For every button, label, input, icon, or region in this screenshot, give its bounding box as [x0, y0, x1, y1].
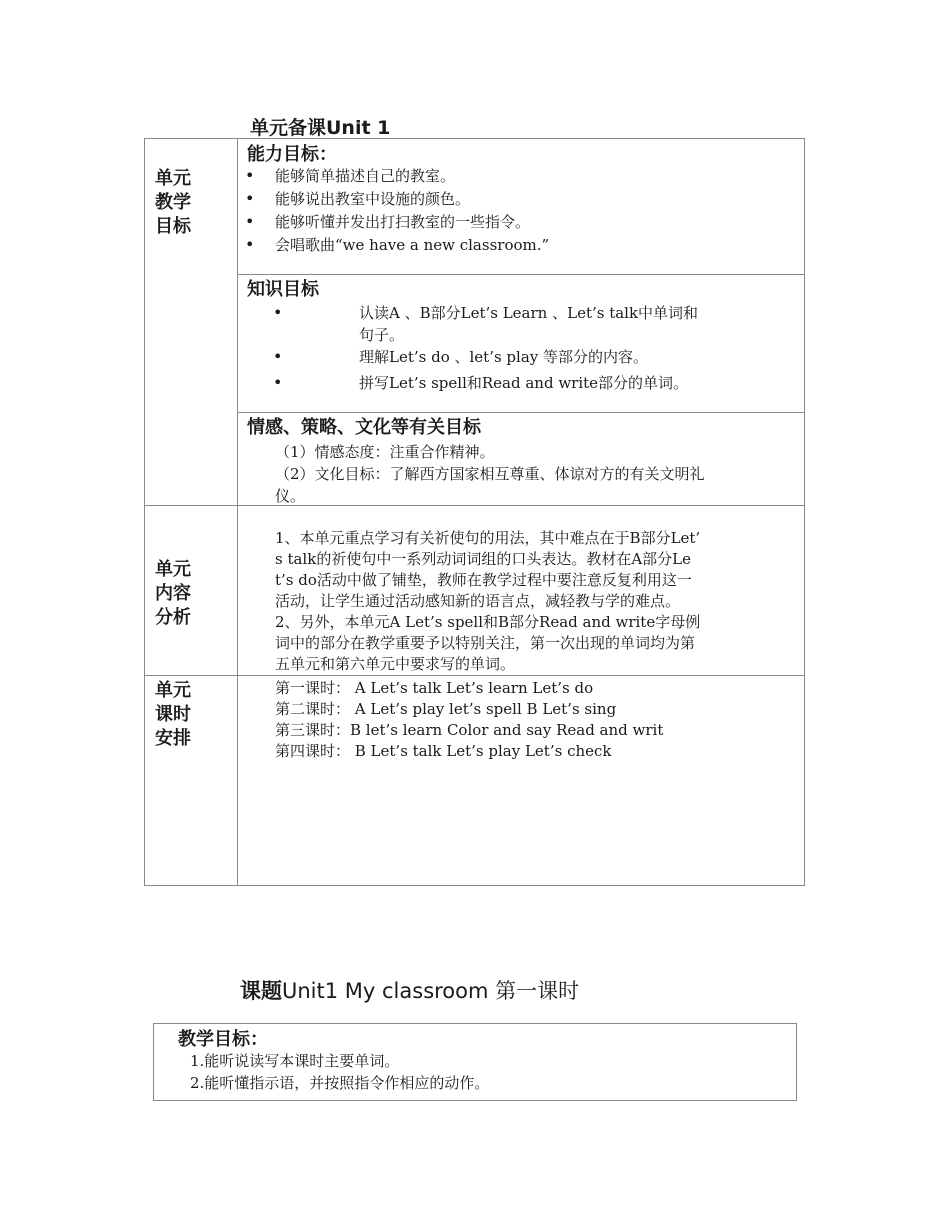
label-line: 课时	[155, 704, 191, 725]
row-divider	[237, 412, 804, 413]
label-line: 目标	[155, 216, 191, 237]
emotion-line: 仪。	[275, 487, 306, 505]
emotion-line: （2）文化目标：了解西方国家相互尊重、体谅对方的有关文明礼	[275, 465, 705, 483]
teaching-goals-box	[153, 1023, 797, 1101]
schedule-line: 第四课时： B Let’s talk Let’s play Let’s check	[275, 742, 612, 760]
analysis-line: 五单元和第六单元中要求写的单词。	[275, 655, 516, 673]
analysis-line: t’s do活动中做了铺垫，教师在教学过程中要注意反复利用这一	[275, 571, 692, 589]
label-line: 单元	[155, 680, 191, 701]
knowledge-item: 理解Let’s do 、let’s play 等部分的内容。	[359, 348, 649, 366]
content-row-label	[155, 558, 191, 630]
column-divider	[237, 139, 238, 885]
lesson-title-text: Unit1 My classroom 第一课时	[282, 979, 580, 1003]
knowledge-item-cont: 句子。	[359, 326, 405, 344]
schedule-line: 第二课时： A Let’s play let’s spell B Let’s sing	[275, 700, 617, 718]
bullet-icon: •	[273, 347, 283, 366]
ability-item: 能够简单描述自己的教室。	[275, 167, 456, 185]
teaching-goal-item: 2.能听懂指示语，并按照指令作相应的动作。	[190, 1074, 490, 1092]
knowledge-item: 认读A 、B部分Let’s Learn 、Let’s talk中单词和	[359, 304, 699, 322]
bullet-icon: •	[273, 303, 283, 322]
ability-item: 能够听懂并发出打扫教室的一些指令。	[275, 213, 531, 231]
schedule-row-label	[155, 679, 191, 751]
emotion-goals-title: 情感、策略、文化等有关目标	[247, 417, 481, 438]
analysis-line: s talk的祈使句中一系列动词词组的口头表达。教材在A部分Le	[275, 550, 691, 568]
row-divider	[145, 675, 804, 676]
unit-plan-table	[144, 138, 805, 886]
bullet-icon: •	[245, 235, 255, 254]
row-divider	[145, 505, 804, 506]
label-line: 单元	[155, 559, 191, 580]
schedule-line: 第三课时：B let’s learn Color and say Read and writ	[275, 721, 664, 739]
analysis-line: 1、本单元重点学习有关祈使句的用法，其中难点在于B部分Let’	[275, 529, 701, 547]
ability-item: 会唱歌曲“we have a new classroom.”	[275, 236, 550, 254]
label-line: 分析	[155, 607, 191, 628]
label-line: 单元	[155, 168, 191, 189]
knowledge-goals-title: 知识目标	[247, 279, 319, 300]
bullet-icon: •	[273, 373, 283, 392]
label-line: 安排	[155, 728, 191, 749]
emotion-line: （1）情感态度：注重合作精神。	[275, 443, 495, 461]
page-title: 单元备课Unit 1	[250, 117, 391, 139]
analysis-line: 活动，让学生通过活动感知新的语言点，减轻教与学的难点。	[275, 592, 681, 610]
analysis-text	[275, 528, 700, 675]
ability-goals-title: 能力目标：	[247, 144, 337, 165]
goals-row-label	[155, 167, 191, 239]
lesson-title-prefix: 课题	[240, 979, 282, 1003]
analysis-line: 词中的部分在教学重要予以特别关注，第一次出现的单词均为第	[275, 634, 696, 652]
lesson-title	[240, 975, 579, 1005]
teaching-goals-title: 教学目标：	[178, 1029, 268, 1050]
row-divider	[237, 274, 804, 275]
label-line: 内容	[155, 583, 191, 604]
label-line: 教学	[155, 192, 191, 213]
bullet-icon: •	[245, 212, 255, 231]
bullet-icon: •	[245, 189, 255, 208]
schedule-text	[275, 678, 663, 762]
schedule-line: 第一课时： A Let’s talk Let’s learn Let’s do	[275, 679, 594, 697]
ability-item: 能够说出教室中设施的颜色。	[275, 190, 471, 208]
bullet-icon: •	[245, 166, 255, 185]
teaching-goal-item: 1.能听说读写本课时主要单词。	[190, 1052, 400, 1070]
knowledge-item: 拼写Let’s spell和Read and write部分的单词。	[359, 374, 689, 392]
analysis-line: 2、另外，本单元A Let’s spell和B部分Read and write字母例	[275, 613, 701, 631]
